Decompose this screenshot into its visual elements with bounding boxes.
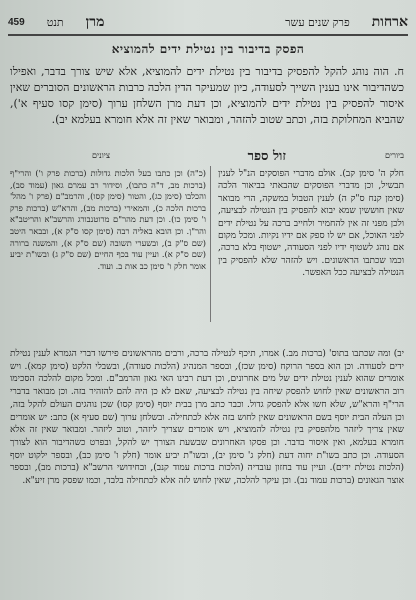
zol-sefer-label: זול ספר <box>247 149 286 164</box>
column-headings <box>10 148 404 164</box>
biurim-label: ביורים <box>384 151 404 160</box>
biurim-column: חלק ה' סימן קב). אולם מדברי הפוסקים הנ"ל לענין תבשיל, וכן מדברי הפוסקים שהבאתי בביאור הלכה (סימן קנח ס"ק ה) לענין הטבול במשקה, הרי מבואר שאין חוששין שמא יבוא להפסיק בין הנטילה לבציעה, ולכן מפני זה אין להחמיר ולחייב ברכה על נטילת ידים לפני האוכל, אם יש לו ספק אם ידיו נקיות. ומכל מקום אם נוהג לשטוף ידיו לפני הסעודה, ישטוף בלא ברכה, וכמו שכתבו הראשונים. ויש להזהר שלא להפסיק בין הנטילה לבציעה ככל האפשר. <box>218 169 404 279</box>
tziyunim-label: ציונים <box>92 151 111 160</box>
chapter-title: פרק שנים עשר <box>285 15 350 29</box>
running-title: ארחות <box>371 13 408 30</box>
header-right-group <box>285 14 408 31</box>
main-halacha-text: ח. הוה נוהג להקל להפסיק בדיבור בין נטילת ידים להמוציא, אלא שיש צורך בדבר, ואפילו כשהדיבור אינו בענין השייך לסעודה, כיון שמעיקר הדין הלכה כרבות הראשונים הסוברים שאין איסור להפסיק בין נטילת ידים להמוציא, וכן דעת מרן השלחן ערוך (סימן קסו סעיף א'), שהביא המחלוקת בזה, וכתב שטוב להזהר, ומבואר שאין זה אלא חומרא בעלמא יב). <box>10 65 404 126</box>
running-title-left: מרן <box>85 13 105 30</box>
section-title: הפסק בדיבור בין נטילת ידים להמוציא <box>111 42 305 56</box>
hebrew-page-number: תנט <box>46 15 64 29</box>
header-rule <box>8 34 408 36</box>
footnote-text: יב) ומה שכתבו בתוס' (ברכות מב.) אמרו, תיכף לנטילה ברכה, ורבים מהראשונים פירשו דברי הגמרא לענין נטילת ידים לסעודה. וכן הוא בספר הרוקח (סימן שכז), ובספר המנהיג (הלכות סעודה), ובשבלי הלקט (סימן קמא). ויש אומרים שהוא לענין נטילת ידים של מים אחרונים, וכן דעת רבינו האי גאון והרמב"ם. ומכל מקום להלכה הסכימו רוב הראשונים שאין לחוש להפסק שיחה בין נטילה לבציעה, שאם לא כן היה להם להזהיר בזה. וכן מבואר בדברי הרי"ף והרא"ש, שלא חשו אלא להפסק גדול. וכבר כתב מרן בבית יוסף (סימן קסו) שכן נוהגים העולם להקל בזה, וכן העלה הבית יוסף בשם הראשונים שאין לחוש בזה אלא לכתחילה. ובשלחן ערוך (שם סעיף א) כתב: יש אומרים שאין צריך ליזהר מלהפסיק בין נטילה להמוציא, ויש אומרים שצריך ליזהר, וטוב ליזהר. ומבואר שאין זה אלא חומרא בעלמא, ואין איסור בדבר. וכן פסקו האחרונים שבשעת הצורך יש להקל, ובפרט כשהדיבור הוא לצורך הסעודה. וכן כתב בשו"ת יחוה דעת (חלק ג' סימן יב), ובשו"ת יביע אומר (חלק ו' סימן כב), ובספר ילקוט יוסף (הלכות נטילת ידים). ועיין עוד בחזון עובדיה (הלכות ברכות עמוד קנב), ובחידושי הרשב"א (ברכות מב), ובספר אוצר הגאונים (ברכות עמוד נב). וכן עיקר להלכה, שאין לחוש לזה אלא לכתחילה בלבד, וכמו שפסק מרן זיע"א. <box>10 349 404 487</box>
column-divider <box>210 166 211 322</box>
page-number: 459 <box>8 16 25 28</box>
tziyunim-column: (כ"ה) וכן כתבו בעל הלכות גדולות (ברכות פרק ו') והרי"ף (ברכות מב, ד"ה כתבו), וסידור רב עמרם גאון (עמוד סב), והכלבו (סימן כג), והטור (סימן קסו), והרמב"ם (פרק ו' מהל' ברכות הלכה כ), והמאירי (ברכות מב), והרא"ש (ברכות פרק ו' סימן כו). וכן דעת מהר"ם מרוטנבורג והרשב"א והריטב"א והר"ן. וכן הובא באליה רבה (סימן קסו ס"ק א), ובבאר היטב (שם ס"ק ב), ובשערי תשובה (שם ס"ק א), והמשנה ברורה (שם ס"ק א). ועיין עוד בכף החיים (שם ס"ק ג) ובשו"ת יביע אומר חלק ו' סימן כב אות ב. ועוד. <box>10 168 206 271</box>
page-header <box>8 12 408 32</box>
header-left-group <box>8 14 104 31</box>
